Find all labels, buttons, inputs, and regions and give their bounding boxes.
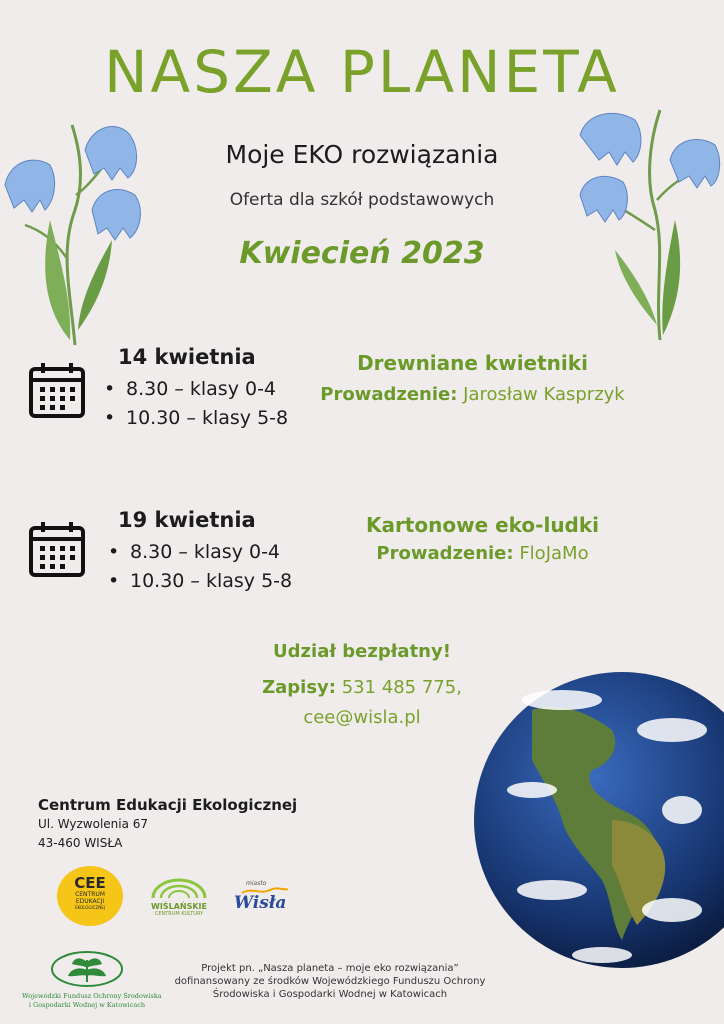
poster-title: NASZA PLANETA [104,38,620,106]
calendar-icon [28,520,86,578]
bluebell-flowers-left-icon [0,100,150,350]
workshop-lead [300,384,645,405]
funding-line-1: Projekt pn. „Nasza planeta – moje eko rozwiązania” [201,963,459,974]
organizer-address [38,815,148,853]
wislanskie-logo [148,878,210,918]
lead-label: Prowadzenie: [376,543,514,564]
month-heading: Kwiecień 2023 [239,236,485,271]
workshop-title: Kartonowe eko-ludki [365,513,600,537]
time-slot-list [104,375,288,433]
time-slot: • 8.30 – klasy 0-4 [108,538,292,567]
workshop-title: Drewniane kwietniki [357,351,588,375]
signup-label: Zapisy: [262,677,336,698]
earth-globe-icon [472,670,724,972]
organizer-name: Centrum Edukacji Ekologicznej [38,796,298,814]
free-participation: Udział bezpłatny! [273,641,451,662]
wisla-logo-small: miasto [246,880,267,887]
signup-info [212,673,512,733]
workshop-lead [310,543,655,564]
cee-logo [57,866,123,926]
lead-name: Jarosław Kasprzyk [463,384,625,405]
cee-logo-line3: EKOLOGICZNEJ [75,905,105,910]
time-slot: • 8.30 – klasy 0-4 [104,375,288,404]
cee-logo-text: CEE [74,874,106,892]
offer-text: Oferta dla szkół podstawowych [229,190,495,210]
signup-email[interactable]: cee@wisla.pl [303,707,421,728]
organizer-street: Ul. Wyzwolenia 67 [38,817,149,831]
organizer-city: 43-460 WISŁA [38,836,123,850]
event-date: 14 kwietnia [118,345,256,369]
lead-name: FloJaMo [519,543,589,564]
wislanskie-logo-text: WIŚLAŃSKIE [151,902,207,911]
lead-label: Prowadzenie: [320,384,458,405]
calendar-icon [28,361,86,419]
fund-logo-line2: i Gospodarki Wodnej w Katowicach [28,1001,146,1009]
bluebell-flowers-right-icon [575,90,724,350]
wfosigw-logo [22,950,162,1010]
time-slot-list [108,538,292,596]
signup-phone: 531 485 775, [341,677,462,698]
wisla-logo-text: Wisła [234,893,287,913]
funding-line-3: Środowiska i Gospodarki Wodnej w Katowicach [212,989,448,1000]
wislanskie-logo-sub: CENTRUM KULTURY [154,911,204,917]
wisla-logo [232,880,292,918]
fund-leaf-icon [50,950,124,988]
wislanskie-arch-icon [149,878,209,898]
time-slot: • 10.30 – klasy 5-8 [104,404,288,433]
cee-logo-line2: EDUKACJI [75,898,105,905]
cee-logo-line1: CENTRUM [75,891,105,898]
fund-logo-line1: Wojewódzki Fundusz Ochrony Środowiska [22,992,162,1000]
event-date: 19 kwietnia [118,508,256,532]
time-slot: • 10.30 – klasy 5-8 [108,567,292,596]
project-funding-note [170,962,490,1001]
poster-subtitle: Moje EKO rozwiązania [225,140,499,169]
funding-line-2: dofinansowany ze środków Wojewódzkiego Funduszu Ochrony [174,976,486,987]
